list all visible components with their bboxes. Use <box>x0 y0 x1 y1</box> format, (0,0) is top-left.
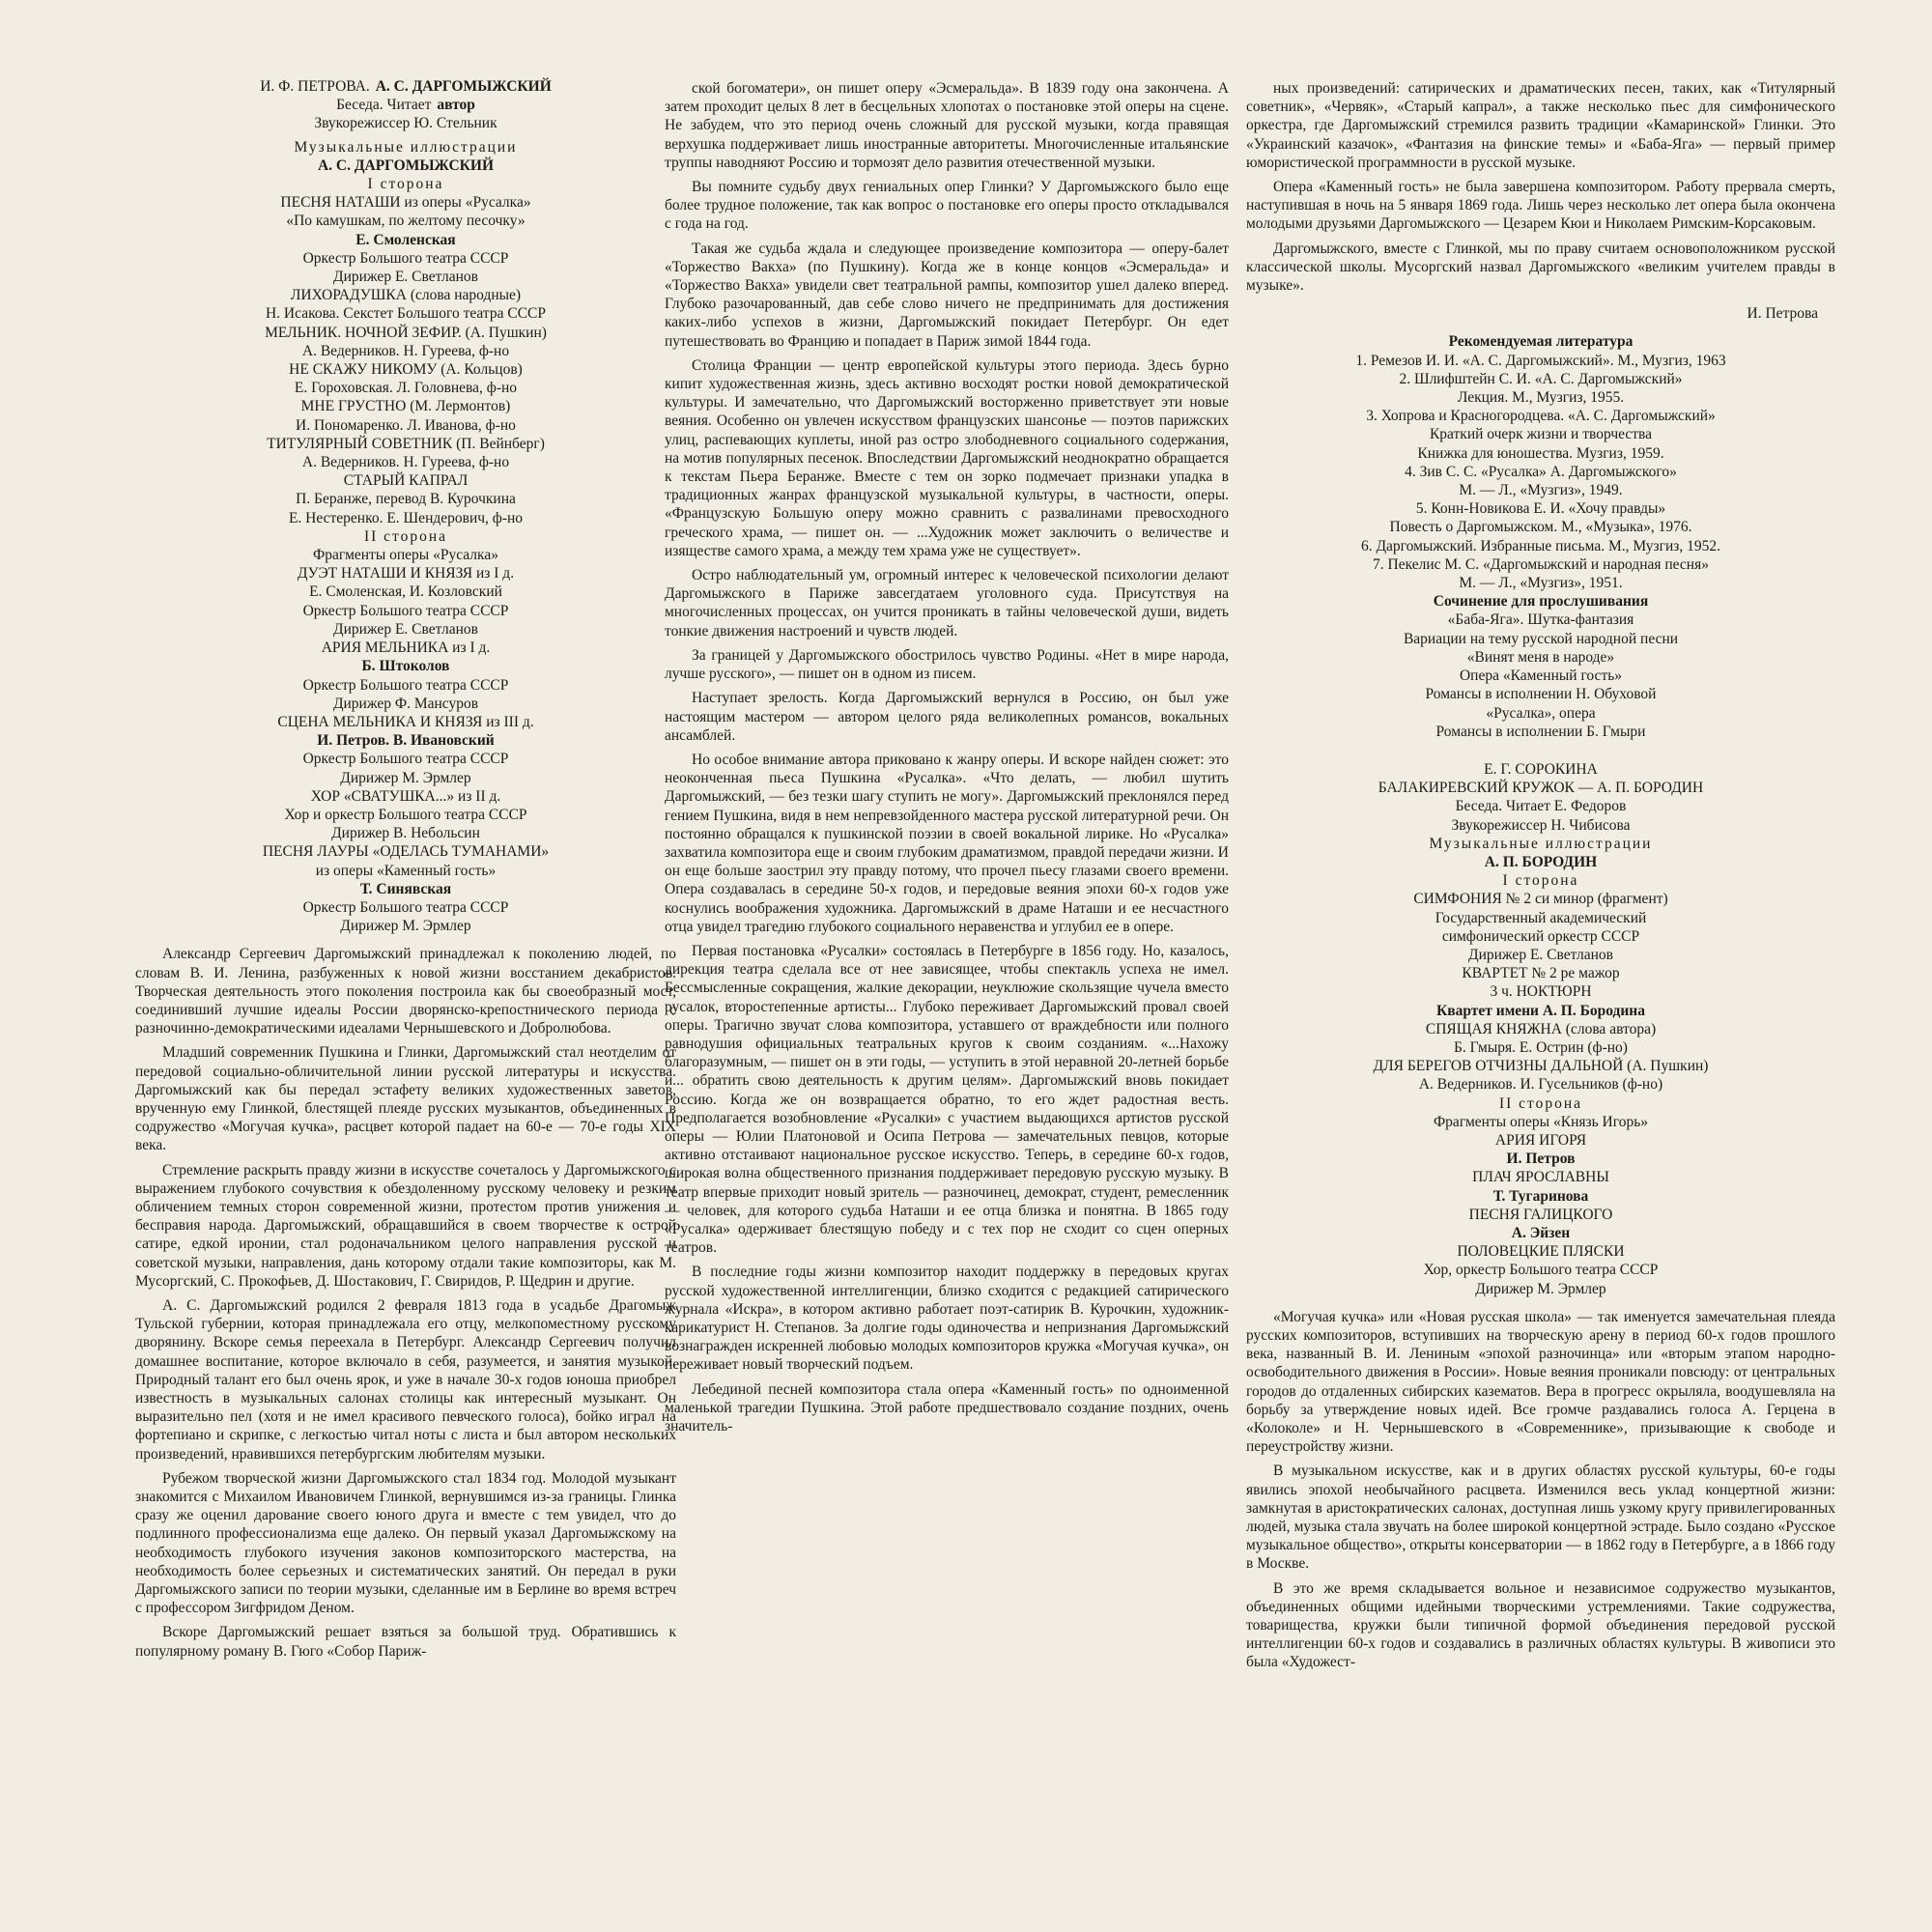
article-paragraph: А. С. Даргомыжский родился 2 февраля 1813 года в усадьбе Драгомыж Тульской губернии, которая принадлежала его отцу, мелкопоместному русскому дворянину. Вскоре семья переехала в Петербург. Александр Сергеевич получил домашнее воспитание, которое включало в себя, разумеется, и занятия музыкой. Природный талант его был очень ярок, и уже в начале 30-х годов юноша приобрел известность в музыкальных салонах столицы как интересный музыкант. Он выразительно пел (хотя и не имел красивого певческого голоса), бойко играл на фортепиано и скрипке, с легкостью читал ноты с листа и был автором нескольких произведений, нравившихся петербургским любителям музыки. <box>135 1297 676 1463</box>
program-line: ТИТУЛЯРНЫЙ СОВЕТНИК (П. Вейнберг) <box>267 435 545 452</box>
program-line: Оркестр Большого театра СССР <box>302 898 509 916</box>
article-paragraph: Опера «Каменный гость» не была завершена композитором. Работу прервала смерть, наступившая в ночь на 5 января 1869 года. Лишь через несколько лет опера была окончена молодыми друзьями Даргомыжского — Цезарем Кюи и Николаем Римским-Корсаковым. <box>1246 179 1835 233</box>
column-middle <box>665 79 1229 1435</box>
program-line: II сторона <box>1498 1094 1583 1112</box>
program-line: Оркестр Большого театра СССР <box>302 751 509 768</box>
program-line: МЕЛЬНИК. НОЧНОЙ ЗЕФИР. (А. Пушкин) <box>265 324 547 341</box>
article-paragraph: Но особое внимание автора приковано к жанру оперы. И вскоре найден сюжет: это неоконченная пьеса Пушкина «Русалка». «Что делать, — любил шутить Даргомыжский, — без тезки шагу ступить не могу». Даргомыжский преклонялся перед гением Пушкина, видя в нем непревзойденного мастера русской литературной речи. Он постоянно обращался к пушкинской поэзии в своей вокальной лирике. Но «Русалка» захватила композитора еще и своим глубоким драматизмом, правдой передачи жизни. И он еще больше заострил эту правду потому, что прочел пьесу глазами своего времени. Опера создавалась в середине 50-х годов, и передовые веяния эпохи 60-х годов уже коснулись воображения художника. Даргомыжский в драме Наташи и ее несчастного отца увидел трагедию глубокого социального неравенства и углубил ее в опере. <box>665 751 1229 935</box>
article-paragraph: В музыкальном искусстве, как и в других областях русской культуры, 60-е годы явились эпохой необычайного расцвета. Изменился весь уклад концертной жизни: замкнутая в аристократических салонах, доступная лишь узкому кругу привилегированных людей, музыка стала звучать на более широкой концертной эстраде. Было создано «Русское музыкальное общество», открыты консерватории — в 1862 году в Петербурге, а в 1866 году в Москве. <box>1246 1463 1835 1573</box>
literature-item: 2. Шлифштейн С. И. «А. С. Даргомыжский» <box>1399 370 1683 387</box>
article-paragraph: Остро наблюдательный ум, огромный интерес к человеческой психологии делают Даргомыжского в Париже завсегдатаем уголовного суда. Присутствуя на многочисленных процессах, он учится проникать в тайны человеческой души, видеть тонкие движения настроений и чувств людей. <box>665 567 1229 639</box>
literature-item: Краткий очерк жизни и творчества <box>1429 426 1653 443</box>
program-line: из оперы «Каменный гость» <box>315 862 497 879</box>
listening-item: Романсы в исполнении Б. Гмыри <box>1435 723 1646 740</box>
column-right <box>1246 79 1835 1672</box>
listening-title: Сочинение для прослушивания <box>1433 593 1649 611</box>
literature-item: 3. Хопрова и Красногородцева. «А. С. Даргомыжский» <box>1366 408 1716 425</box>
program-line: БАЛАКИРЕВСКИЙ КРУЖОК — А. П. БОРОДИН <box>1378 780 1704 797</box>
program-line: АРИЯ ИГОРЯ <box>1494 1131 1587 1149</box>
program-line: Хор, оркестр Большого театра СССР <box>1423 1262 1659 1279</box>
program-line: II сторона <box>363 527 448 545</box>
program-line: Дирижер М. Эрмлер <box>1475 1280 1606 1297</box>
program-line: ПОЛОВЕЦКИЕ ПЛЯСКИ <box>1457 1243 1625 1261</box>
article-paragraph: Лебединой песней композитора стала опера «Каменный гость» по одноименной маленькой трагедии Пушкина. Этой работе предшествовало создание поздних, очень значитель- <box>665 1380 1229 1435</box>
program-line: Дирижер М. Эрмлер <box>340 769 471 786</box>
program-line: Оркестр Большого театра СССР <box>302 249 509 267</box>
article-paragraph: Даргомыжского, вместе с Глинкой, мы по праву считаем основоположником русской классической школы. Мусоргский назвал Даргомыжского «великим учителем правды в музыке». <box>1246 240 1835 295</box>
article-paragraph: Вскоре Даргомыжский решает взяться за большой труд. Обратившись к популярному роману В. Гюго «Собор Париж- <box>135 1624 676 1660</box>
lecturer-name: И. Ф. ПЕТРОВА. <box>260 78 370 95</box>
sound-engineer: Звукорежиссер Ю. Стельник <box>314 115 497 132</box>
article-paragraph: Александр Сергеевич Даргомыжский принадлежал к поколению людей, по словам В. И. Ленина, разбуженных к новой жизни восстанием декабристов. Творческая деятельность этого поколения построила как бы своеобразный мост, соединивший лучшие идеалы России дворянско-крепостнического периода с разночинно-демократическими идеалами Чернышевского и Добролюбова. <box>135 946 676 1037</box>
program-line: Музыкальные иллюстрации <box>294 138 518 156</box>
program-line: Фрагменты оперы «Русалка» <box>313 547 498 564</box>
program-line: СТАРЫЙ КАПРАЛ <box>343 472 469 490</box>
composer-name: А. С. ДАРГОМЫЖСКИЙ <box>375 78 552 95</box>
listening-item: «Баба-Яга». Шутка-фантазия <box>1447 611 1634 629</box>
reader-name: автор <box>437 97 475 114</box>
article-text-borodin <box>1246 1308 1835 1672</box>
program-line: Дирижер Е. Светланов <box>333 620 478 638</box>
column-left <box>135 77 676 1661</box>
program-line: Е. Нестеренко. Е. Шендерович, ф-но <box>288 509 524 526</box>
program-line: ПЕСНЯ ГАЛИЦКОГО <box>1468 1206 1613 1223</box>
author-signature: И. Петрова <box>1747 305 1818 323</box>
program-line: Е. Смоленская <box>355 231 456 248</box>
record-header <box>135 77 676 96</box>
program-line: СПЯЩАЯ КНЯЖНА (слова автора) <box>1425 1020 1657 1037</box>
program-line: А. Ведерников. Н. Гуреева, ф-но <box>301 454 510 471</box>
program-line: Т. Синявская <box>359 880 452 897</box>
program-line: Дирижер Ф. Мансуров <box>332 695 479 712</box>
program-list <box>135 138 676 936</box>
article-paragraph: В последние годы жизни композитор находит поддержку в передовых кругах русской художественной интеллигенции, близко сходится с редакцией сатирического журнала «Искра», в котором активно работает поэт-сатирик В. Курочкин, художник-карикатурист Н. Степанов. За долгие годы одиночества и непризнания Даргомыжский вознагражден искренней любовью молодых композиторов кружка «Могучая кучка», он переживает новый творческий подъем. <box>665 1264 1229 1374</box>
program-line: Дирижер Е. Светланов <box>1468 946 1613 963</box>
program-line: И. Петров <box>1506 1151 1576 1168</box>
listening-item: «Русалка», опера <box>1486 704 1596 722</box>
program-line: Государственный академический <box>1435 909 1647 926</box>
article-paragraph: За границей у Даргомыжского обострилось чувство Родины. «Нет в мире народа, лучше русского», — пишет он в одном из писем. <box>665 646 1229 683</box>
program-line: I сторона <box>1502 872 1579 890</box>
article-paragraph: Наступает зрелость. Когда Даргомыжский вернулся в Россию, он был уже настоящим мастером — автором целого ряда великолепных романсов, вокальных ансамблей. <box>665 690 1229 744</box>
program-line: НЕ СКАЖУ НИКОМУ (А. Кольцов) <box>289 361 523 379</box>
article-paragraph: ных произведений: сатирических и драматических песен, таких, как «Титулярный советник», «Червяк», «Старый капрал», а также несколько пьес для симфонического оркестра, где Даргомыжский стремился развить традиции «Камаринской» Глинки. Это «Украинский казачок», «Фантазия на финские темы» и «Баба-Яга» — первый пример юмористической программности в русской музыке. <box>1246 80 1835 171</box>
literature-item: 1. Ремезов И. И. «А. С. Даргомыжский». М., Музгиз, 1963 <box>1355 352 1726 369</box>
article-paragraph: Вы помните судьбу двух гениальных опер Глинки? У Даргомыжского было еще более трудное положение, так как вопрос о постановке его оперы просто откладывался с года на год. <box>665 179 1229 233</box>
literature-item: 5. Конн-Новикова Е. И. «Хочу правды» <box>1415 500 1666 518</box>
program-line: Б. Гмыря. Е. Острин (ф-но) <box>1454 1038 1628 1056</box>
program-line: МНЕ ГРУСТНО (М. Лермонтов) <box>300 398 511 415</box>
literature-item: 6. Даргомыжский. Избранные письма. М., Музгиз, 1952. <box>1360 537 1721 554</box>
program-line: 3 ч. НОКТЮРН <box>1490 983 1592 1001</box>
article-paragraph: Столица Франции — центр европейской культуры этого периода. Здесь бурно кипит художественная жизнь, здесь активно восходят ростки новой демократической культуры. И замечательно, что Даргомыжский восторженно приветствует эти новые веяния. Особенно он увлечен искусством французских шансонье — поэтов парижских улиц, распевающих куплеты, иной раз остро злободневного социального содержания, на мотив популярных песенок. Впоследствии Даргомыжский неоднократно обращается к текстам Пьера Беранже. Вместе с тем он зорко подмечает признаки упадка в традиционных жанрах французской музыкальной культуры, в частности, оперы. «Французскую Большую оперу можно сравнить с развалинами превосходного греческого храма, — пишет он. — ...Художник может заключить о величестве и изяществе самого храма, а между тем храма уже не существует». <box>665 356 1229 559</box>
literature-item: Книжка для юношества. Музгиз, 1959. <box>1417 444 1664 462</box>
listening-list <box>1246 611 1835 740</box>
literature-item: М. — Л., «Музгиз», 1951. <box>1459 575 1623 592</box>
program-list-borodin <box>1246 760 1835 1298</box>
article-paragraph: Стремление раскрыть правду жизни в искусстве сочеталось у Даргомыжского с выражением глубокого сочувствия к обездоленному русскому человеку и резким обличением темных сторон современной жизни, протестом против унижения и бесправия народа. Даргомыжский, обращавшийся в своем творчестве к острой сатире, едкой иронии, стал родоначальником целого направления русской и советской музыки, направления, дань которому отдали такие композиторы, как М. Мусоргский, С. Прокофьев, Д. Шостакович, Г. Свиридов, Р. Щедрин и другие. <box>135 1161 676 1290</box>
listening-item: Романсы в исполнении Н. Обуховой <box>1425 686 1657 703</box>
article-text-part1 <box>135 945 676 1661</box>
article-paragraph: ской богоматери», он пишет оперу «Эсмеральда». В 1839 году она закончена. А затем проходит целых 8 лет в бесцельных хлопотах о постановке этой оперы на сцене. Не забудем, что это период очень сложный для русской музыки, когда правящая верхушка поддерживает лишь иностранные авторитеты. Многочисленные итальянские труппы наводняют Россию и тормозят дело развития отечественной музыки. <box>665 80 1229 171</box>
program-line: Музыкальные иллюстрации <box>1429 835 1653 852</box>
article-paragraph: Рубежом творческой жизни Даргомыжского стал 1834 год. Молодой музыкант знакомится с Михаилом Ивановичем Глинкой, вернувшимся из-за границы. Глинка сразу же оценил дарование своего юного друга и вместе с тем увидел, что до подлинного профессионализма еще далеко. Он первый указал Даргомыжскому на необходимость глубокого изучения законов композиторского мастерства, на необходимость более серьезных и систематических занятий. Он передал в руки Даргомыжского записи по теории музыки, сделанные им в Берлине во время встреч с профессором Зигфридом Деном. <box>135 1469 676 1617</box>
program-line: КВАРТЕТ № 2 ре мажор <box>1462 965 1620 982</box>
program-line: Фрагменты оперы «Князь Игорь» <box>1433 1113 1649 1130</box>
program-line: I сторона <box>367 176 444 193</box>
program-line: СИМФОНИЯ № 2 си минор (фрагмент) <box>1413 891 1668 908</box>
article-paragraph: «Могучая кучка» или «Новая русская школа» — так именуется замечательная плеяда русских композиторов, вступивших на творческую арену в период 60-х годов прошлого века, названный В. И. Лениным «эпохой разночинца» или «вторым этапом народно-освободительного движения в России». Новые веяния проникали повсюду: от центральных городов до отдаленных сибирских казематов. Вера в прогресс окрыляла, воодушевляла на борьбу за утверждение новых идей. Все громче раздавались голоса А. Герцена в «Колоколе» и Н. Чернышевского в «Современнике», призывающие к свободе и переустройству жизни. <box>1246 1308 1835 1456</box>
program-line: А. С. ДАРГОМЫЖСКИЙ <box>317 156 495 174</box>
program-line: «По камушкам, по желтому песочку» <box>286 213 526 230</box>
program-line: Дирижер М. Эрмлер <box>340 918 471 935</box>
program-line: ПЛАЧ ЯРОСЛАВНЫ <box>1472 1169 1609 1186</box>
program-line: ДЛЯ БЕРЕГОВ ОТЧИЗНЫ ДАЛЬНОЙ (А. Пушкин) <box>1373 1058 1709 1075</box>
program-line: Квартет имени А. П. Бородина <box>1436 1002 1645 1019</box>
literature-item: Лекция. М., Музгиз, 1955. <box>1457 389 1625 407</box>
literature-list <box>1246 352 1835 593</box>
program-line: Беседа. Читает Е. Федоров <box>1455 798 1627 815</box>
reader-line <box>135 96 676 114</box>
program-line: А. Ведерников. И. Гусельников (ф-но) <box>1418 1076 1663 1094</box>
program-line: Дирижер В. Небольсин <box>331 825 480 842</box>
program-line: Б. Штоколов <box>361 658 450 675</box>
program-line: ДУЭТ НАТАШИ И КНЯЗЯ из I д. <box>297 565 515 582</box>
program-line: ЛИХОРАДУШКА (слова народные) <box>290 287 522 304</box>
program-line: Хор и оркестр Большого театра СССР <box>284 806 527 823</box>
program-line: СЦЕНА МЕЛЬНИКА И КНЯЗЯ из III д. <box>277 713 534 730</box>
literature-item: 4. Зив С. С. «Русалка» А. Даргомыжского» <box>1405 463 1677 480</box>
listening-item: «Винят меня в народе» <box>1466 648 1615 666</box>
program-line: Е. Смоленская, И. Козловский <box>309 583 502 601</box>
program-line: Н. Исакова. Секстет Большого театра СССР <box>265 305 546 323</box>
article-paragraph: Младший современник Пушкина и Глинки, Даргомыжский стал неотделим от передовой социально-обличительной линии русской литературы и искусства. Даргомыжский как бы передал эстафету великих художественных заветов, врученную ему Глинкой, блестящей плеяде русских музыкантов, объединенных в содружество «Могучая кучка», расцвет которой падает на 60-е — 70-е годы XIX века. <box>135 1044 676 1154</box>
program-line: симфонический оркестр СССР <box>1441 927 1640 945</box>
literature-item: 7. Пекелис М. С. «Даргомыжский и народная песня» <box>1373 555 1709 573</box>
program-line: А. П. БОРОДИН <box>1484 853 1598 870</box>
literature-item: Повесть о Даргомыжском. М., «Музыка», 1976. <box>1389 519 1692 536</box>
program-line: Оркестр Большого театра СССР <box>302 602 509 619</box>
article-paragraph: Первая постановка «Русалки» состоялась в Петербурге в 1856 году. Но, казалось, дирекция театра сделала все от нее зависящее, чтобы спектакль успеха не имел. Бессмысленные сокращения, жалкие декорации, неуклюжие скользящие чучела вместо русалок, второстепенные артисты... Глубоко переживает Даргомыжский провал своей оперы. Трагично звучат слова композитора, уставшего от враждебности или полного равнодушия официальных театральных кругов к своим созданиям. «...Нахожу благоразумным, — пишет он в эти годы, — уступить в этой неравной 20-летней борьбе и... обратить свою деятельность к другим целям». Даргомыжский вновь покидает Россию. Когда же он возвращается обратно, то его ждет радостная весть. Предполагается возобновление «Русалки» с участием выдающихся артистов русской оперы — Юлии Платоновой и Осипа Петрова — замечательных певцов, которые активно отстаивают национальное русское искусство. Теперь, в середине 60-х годов, широкая волна общественного признания поддерживает передовую русскую музыку. В театр впервые приходит новый зритель — разночинец, демократ, студент, ремесленник — человек, для которого судьба Наташи и ее отца близка и понятна. В 1865 году «Русалка» одерживает блестящую победу и с тех пор не сходит со сцен оперных театров. <box>665 942 1229 1257</box>
article-text-part3 <box>1246 79 1835 295</box>
program-line: АРИЯ МЕЛЬНИКА из I д. <box>321 639 491 657</box>
program-line: Т. Тугаринова <box>1492 1187 1589 1205</box>
literature-title: Рекомендуемая литература <box>1448 333 1634 351</box>
reader-label: Беседа. Читает <box>336 97 432 114</box>
program-line: Е. Г. СОРОКИНА <box>1484 760 1598 778</box>
program-line: ХОР «СВАТУШКА...» из II д. <box>310 787 501 805</box>
article-paragraph: В это же время складывается вольное и независимое содружество музыкантов, объединенных общими идейными творческими устремлениями. Такие содружества, товарищества, кружки были типичной формой объединения передовой русской интеллигенции 60-х годов и создавались в различных областях культуры. В живописи это была «Художест- <box>1246 1579 1835 1671</box>
program-line: Оркестр Большого театра СССР <box>302 676 509 694</box>
program-line: ПЕСНЯ НАТАШИ из оперы «Русалка» <box>280 194 531 212</box>
program-line: А. Ведерников. Н. Гуреева, ф-но <box>301 342 510 359</box>
program-line: П. Беранже, перевод В. Курочкина <box>296 491 516 508</box>
program-line: ПЕСНЯ ЛАУРЫ «ОДЕЛАСЬ ТУМАНАМИ» <box>262 843 550 861</box>
literature-item: М. — Л., «Музгиз», 1949. <box>1459 482 1623 499</box>
listening-item: Вариации на тему русской народной песни <box>1403 630 1679 647</box>
article-paragraph: Такая же судьба ждала и следующее произведение композитора — оперу-балет «Торжество Вакха» (по Пушкину). Когда же в конце концов «Эсмеральда» и «Торжество Вакха» увидели свет театральной рампы, композитор ушел далеко вперед. Глубоко разочарованный, дав себе слово ничего не предпринимать для достижения каких-либо успехов в жизни, Даргомыжский покидает Петербург. Он едет путешествовать во Францию и попадает в Париж зимой 1844 года. <box>665 240 1229 350</box>
program-line: Звукорежиссер Н. Чибисова <box>1451 816 1631 834</box>
listening-item: Опера «Каменный гость» <box>1459 668 1623 685</box>
program-line: Е. Гороховская. Л. Головнева, ф-но <box>294 380 518 397</box>
article-text-part2 <box>665 79 1229 1435</box>
program-line: Дирижер Е. Светланов <box>333 269 478 286</box>
program-line: И. Пономаренко. Л. Иванова, ф-но <box>296 416 516 434</box>
program-line: А. Эйзен <box>1511 1224 1571 1241</box>
program-line: И. Петров. В. Ивановский <box>317 732 495 750</box>
